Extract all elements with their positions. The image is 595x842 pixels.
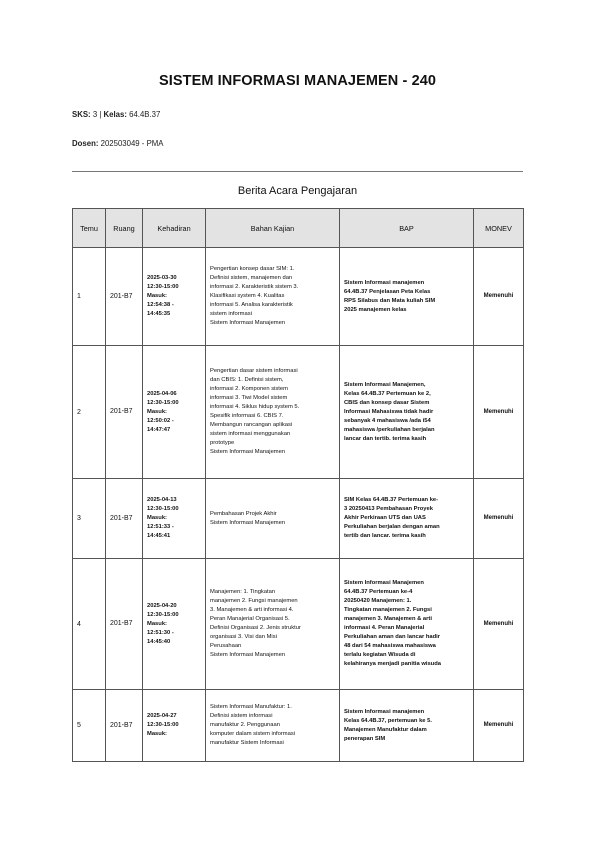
sks-label: SKS: [72,110,91,119]
table-body [73,248,524,762]
cell-temu: 3 [73,479,106,559]
cell-monev: Memenuhi [474,690,524,762]
bap-line: penerapan SIM [344,735,386,742]
bap-line: informasi 4. Peran Manajerial [344,625,425,631]
kehadiran-line: 12:51:33 - [147,524,174,530]
page-title: SISTEM INFORMASI MANAJEMEN - 240 [158,73,437,89]
table-row [73,248,524,346]
bap-line: RPS Silabus dan Mata kuliah SIM [344,297,436,304]
bahan-kajian-line: Spesifik informasi 6. CBIS 7. [210,413,284,419]
kelas-label: Kelas: [103,110,127,119]
bap-line: lancar dan tertib. terima kasih [344,435,427,442]
kehadiran-line: 12:51:30 - [147,629,174,636]
bap-line: SIM Kelas 64.4B.37 Pertemuan ke- [344,497,439,503]
kehadiran-line: 12:54:38 - [147,302,174,308]
bahan-kajian-line: Pengertian dasar sistem informasi [210,368,298,374]
kehadiran-line: Masuk: [147,408,167,415]
bahan-kajian-line: Definisi sistem informasi [210,713,273,719]
bahan-kajian-line: Sistem Informasi Manajemen [210,449,286,455]
cell-bap [340,559,474,690]
kehadiran-line: 2025-03-30 [147,275,177,281]
bahan-kajian-line: Definisi sistem, manajemen dan [210,275,293,281]
bap-line: Sistem Informasi manajemen [344,708,425,715]
bap-line: Akhir Perkiraan UTS dan UAS [344,515,426,521]
kehadiran-line: 14:45:35 [147,311,171,317]
lecturer-meta-line [72,139,163,148]
cell-bahan-kajian [206,690,340,762]
bahan-kajian-line: informasi 3. Tiwi Model sistem [210,395,288,401]
table-row [73,690,524,762]
table-row [73,479,524,559]
bap-line: tertib dan lancar. terima kasih [344,533,426,539]
kehadiran-line: 14:47:47 [147,426,171,433]
cell-bap [340,346,474,479]
bahan-kajian-line: Peran Manajerial Organisasi 5. [210,616,290,622]
cell-temu: 2 [73,346,106,479]
cell-ruang: 201-B7 [106,479,143,559]
column-header-ruang: Ruang [106,209,143,248]
bahan-kajian-line: organisasi 3. Visi dan Misi [210,634,277,640]
bap-line: Manajemen Manufaktur dalam [344,726,427,733]
kehadiran-line: 14:45:41 [147,533,171,539]
cell-bap [340,248,474,346]
bap-line: sebanyak 4 mahasiswa /ada i54 [344,417,431,424]
bap-line: CBIS dan konsep dasar Sistem [344,399,430,406]
cell-monev: Memenuhi [474,248,524,346]
bap-line: 48 dari 54 mahasiswa mahasiswa [344,643,436,649]
bahan-kajian-line: Membangun rancangan aplikasi [210,422,293,428]
cell-temu: 1 [73,248,106,346]
bahan-kajian-line: Sistem Informasi Manufaktur: 1. [210,704,292,710]
cell-ruang: 201-B7 [106,248,143,346]
kehadiran-line: Masuk: [147,515,167,521]
bahan-kajian-line: sistem informasi [210,311,252,317]
bahan-kajian-line: 3. Manajemen & arti informasi 4. [210,607,294,613]
kehadiran-line: 12:30-15:00 [147,284,179,290]
bahan-kajian-line: Definisi Organisasi 2. Jenis struktur [210,625,301,631]
column-header-kehadiran: Kehadiran [143,209,206,248]
course-meta-line [72,110,160,119]
bahan-kajian-line: Pembahasan Projek Akhir [210,510,277,517]
section-title: Berita Acara Pengajaran [237,185,358,197]
dosen-value: 202503049 - PMA [100,139,164,148]
bap-line: Kelas 64.4B.37 Pertemuan ke 2, [344,390,431,397]
dosen-label: Dosen: [72,139,99,148]
cell-bahan-kajian [206,248,340,346]
kehadiran-line: 12:30-15:00 [147,611,179,618]
kehadiran-line: 2025-04-27 [147,713,177,719]
cell-ruang: 201-B7 [106,346,143,479]
bahan-kajian-line: Sistem Informasi Manajemen [210,519,286,526]
cell-monev: Memenuhi [474,559,524,690]
bap-line: Kelas 64.4B.37, pertemuan ke 5. [344,717,432,724]
bap-line: Sistem Informasi Manajemen [344,580,424,586]
cell-ruang: 201-B7 [106,690,143,762]
bahan-kajian-line: manufaktur Sistem Informasi [210,740,284,746]
cell-monev: Memenuhi [474,346,524,479]
cell-kehadiran [143,690,206,762]
kehadiran-line: 14:45:40 [147,638,171,645]
cell-bap [340,690,474,762]
bahan-kajian-line: manufaktur 2. Penggunaan [210,722,280,728]
cell-bap [340,479,474,559]
meta-separator: | [99,110,102,119]
bap-line: terlalu kegiatan Wisuda di [344,652,416,658]
column-header-bahan-kajian: Bahan Kajian [206,209,340,248]
cell-bahan-kajian [206,346,340,479]
bahan-kajian-line: sistem informasi menggunakan [210,431,291,437]
bahan-kajian-line: Manajemen: 1. Tingkatan [210,589,276,595]
bap-line: Perkuliahan berjalan dengan aman [344,524,440,530]
kehadiran-line: Masuk: [147,293,167,299]
bahan-kajian-line: Pengertian konsep dasar SIM: 1. [210,266,295,272]
bahan-kajian-line: prototype [210,440,235,446]
bap-line: mahasiswa /perkuliahan berjalan [344,426,435,433]
bahan-kajian-line: Klasifikasi system 4. Kualitas [210,293,285,299]
cell-temu: 4 [73,559,106,690]
table-row [73,559,524,690]
bap-line: kelahiranya menjadi panitia wisuda [344,661,441,667]
bahan-kajian-line: komputer dalam sistem informasi [210,731,296,737]
kehadiran-line: 12:30-15:00 [147,722,179,728]
cell-temu: 5 [73,690,106,762]
bahan-kajian-line: Sistem Informasi Manajemen [210,320,286,326]
cell-kehadiran [143,346,206,479]
kehadiran-line: 2025-04-13 [147,497,177,503]
column-header-monev: MONEV [474,209,524,248]
bahan-kajian-line: informasi 2. Komponen sistem [210,386,288,392]
bahan-kajian-line: manajemen 2. Fungsi manajemen [210,598,298,604]
teaching-record-table [72,208,524,762]
cell-monev: Memenuhi [474,479,524,559]
kehadiran-line: Masuk: [147,731,167,737]
bap-line: 3 20250413 Pembahasan Proyek [344,506,433,512]
cell-kehadiran [143,248,206,346]
cell-ruang: 201-B7 [106,559,143,690]
cell-bahan-kajian [206,479,340,559]
bap-line: 64.4B.37 Pertemuan ke-4 [344,589,413,595]
bahan-kajian-line: informasi 4. Siklus hidup system 5. [210,404,300,410]
sks-value: 3 [92,110,98,119]
column-header-temu: Temu [73,209,106,248]
kehadiran-line: 12:30-15:00 [147,506,179,512]
kehadiran-line: Masuk: [147,620,167,627]
column-header-bap: BAP [340,209,474,248]
bap-line: manajemen 3. Manajemen & arti [344,616,432,622]
bahan-kajian-line: informasi 5. Analisa karakteristik [210,302,293,308]
kehadiran-line: 2025-04-20 [147,602,177,609]
kehadiran-line: 12:50:02 - [147,417,174,424]
kelas-value: 64.4B.37 [129,110,161,119]
cell-bahan-kajian [206,559,340,690]
bap-line: Perkuliahan aman dan lancar hadir [344,634,441,640]
bahan-kajian-line: Perusahaan [210,643,242,649]
bap-line: Sistem Informasi Manajemen, [344,381,426,388]
bahan-kajian-line: Sistem Informasi Manajemen [210,652,286,658]
bap-line: Informasi Mahasiswa tidak hadir [344,408,434,415]
kehadiran-line: 2025-04-06 [147,390,177,397]
bap-line: Tingkatan manajemen 2. Fungsi [344,607,432,613]
bap-line: 20250420 Manajemen: 1. [344,598,412,604]
cell-kehadiran [143,479,206,559]
bap-line: 64.4B.37 Penjelasan Peta Kelas [344,288,431,295]
cell-kehadiran [143,559,206,690]
bahan-kajian-line: dan CBIS: 1. Definisi sistem, [210,377,284,383]
bap-line: Sistem Informasi manajemen [344,279,425,286]
table-header-row [73,209,524,248]
table-row [73,346,524,479]
kehadiran-line: 12:30-15:00 [147,399,179,406]
bahan-kajian-line: informasi 2. Karakteristik sistem 3. [210,284,299,290]
header-divider [72,171,523,172]
bap-line: 2025 manajemen kelas [344,306,407,313]
